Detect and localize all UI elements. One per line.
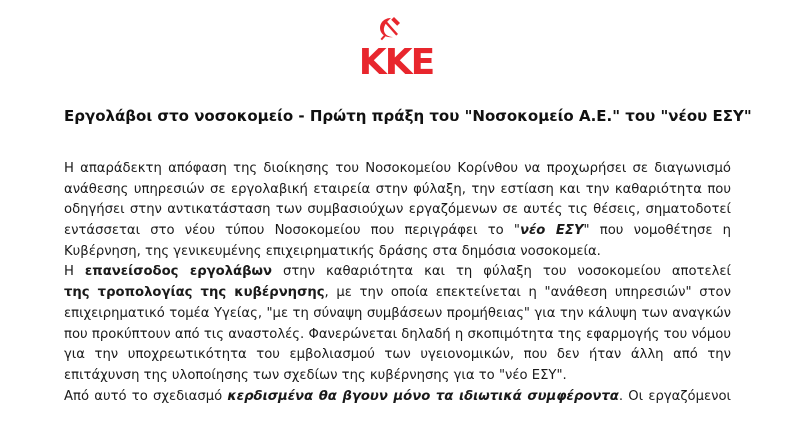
paragraph-2 (64, 262, 731, 386)
paragraph-2-line-6: επιτάχυνση της υλοποίησης των σχεδίων της κυβέρνησης για το "νέο ΕΣΥ". (64, 367, 567, 383)
paragraph-2-line-3: επιχειρηματικό τομέα Υγείας, "με τη σύναψη συμβάσεων προμήθειας" για την κάλυψη των αναγκών (64, 305, 731, 321)
kke-logo (351, 14, 441, 80)
paragraph-1-line-4 (64, 221, 731, 242)
kke-logo-graphic (351, 14, 441, 80)
text-segment: Η (64, 264, 85, 280)
text-segment: Από αυτό το σχεδιασμό (64, 388, 228, 404)
emphasis-contractors-return: επανείσοδος εργολάβων (84, 264, 272, 280)
text-segment: " που νομοθέτησε η (583, 223, 731, 239)
paragraph-1 (64, 159, 731, 262)
paragraph-3 (64, 387, 731, 408)
text-segment: , με την οποία επεκτείνεται η "ανάθεση υπηρεσιών" στον (324, 285, 731, 301)
article-body (64, 159, 731, 407)
text-segment: εντάσσεται στο νέου τύπου Νοσοκομείου που περιγράφει το " (64, 223, 520, 239)
paragraph-2-line-5: για την υποχρεωτικότητα του εμβολιασμού των υγειονομικών, που δεν ήταν άλλη από την (64, 347, 731, 363)
logo-text: ΚΚΕ (358, 42, 434, 80)
paragraph-3-line-1 (64, 387, 731, 408)
emphasis-amendment: της τροπολογίας της κυβέρνησης (64, 285, 325, 301)
paragraph-1-line-1: Η απαράδεκτη απόφαση της διοίκησης του Νοσοκομείου Κορίνθου να προχωρήσει σε διαγωνισμό (64, 161, 731, 176)
article-title: Εργολάβοι στο νοσοκομείο - Πρώτη πράξη του "Νοσοκομείο Α.Ε." του "νέου ΕΣΥ" (64, 107, 752, 125)
paragraph-1-line-2: ανάθεσης υπηρεσιών σε εργολαβική εταιρεία στην φύλαξη, την εστίαση και την καθαριότητα που (64, 181, 731, 197)
paragraph-1-line-5: Κυβέρνηση, της γενικευμένης επιχειρηματικής δράσης στα δημόσια νοσοκομεία. (64, 243, 601, 259)
paragraph-2-line-1 (64, 262, 731, 283)
paragraph-2-line-2 (64, 283, 731, 304)
paragraph-1-line-3: οδηγήσει στην αντικατάσταση των συμβασιούχων εργαζόμενων σε αυτές τις θέσεις, σηματοδοτεί (64, 202, 731, 218)
text-segment: στην καθαριότητα και τη φύλαξη του νοσοκομείου αποτελεί (272, 264, 731, 280)
text-segment: . Οι εργαζόμενοι (618, 388, 731, 404)
emphasis-new-esy: νέο ΕΣΥ (519, 223, 584, 239)
paragraph-2-line-4: που προκύπτουν από τις αναστολές. Φανερώνεται δηλαδή η σκοπιμότητα της εφαρμογής του νόμου (64, 326, 731, 342)
emphasis-private-interests: κερδισμένα θα βγουν μόνο τα ιδιωτικά συμφέροντα (227, 388, 619, 404)
hammer-and-sickle-icon (380, 17, 400, 40)
